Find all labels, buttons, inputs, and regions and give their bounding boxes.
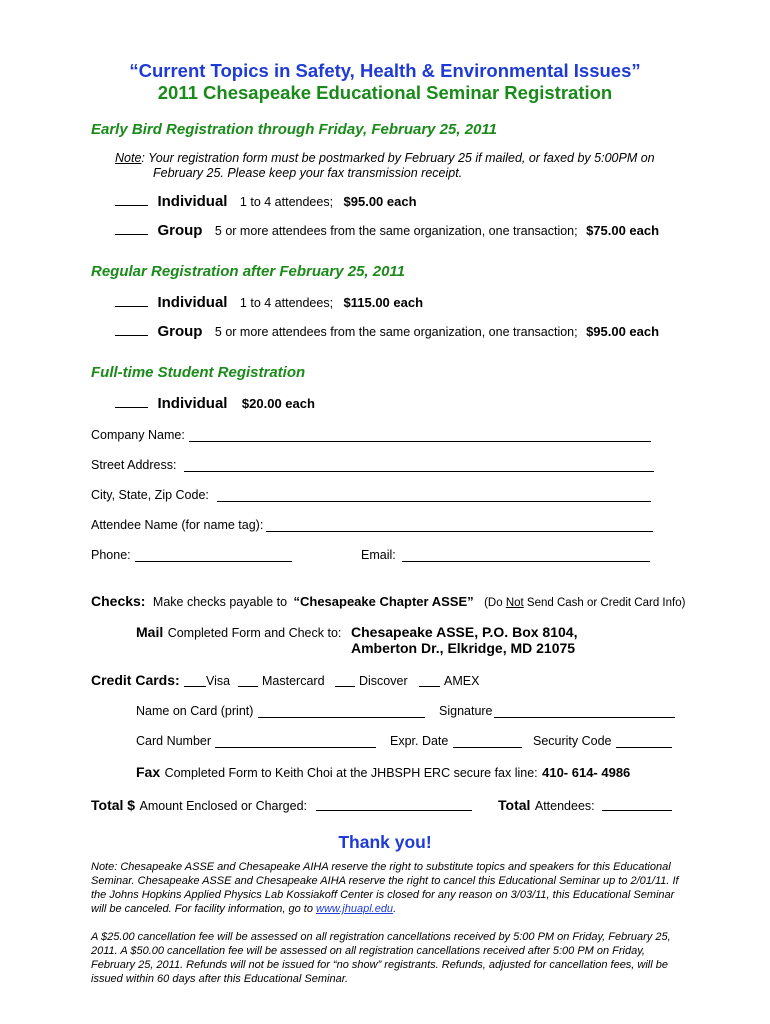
early-group-option <box>115 222 659 240</box>
fax-line <box>136 764 630 782</box>
card-number-label: Card Number <box>136 734 212 748</box>
title-line-2: 2011 Chesapeake Educational Seminar Registration <box>157 82 613 103</box>
card-number-field[interactable] <box>215 747 376 748</box>
early-bird-note-line-2: February 25. Please keep your fax transmission receipt. <box>153 166 463 180</box>
thank-you: Thank you! <box>338 832 432 852</box>
visa-label: Visa <box>206 674 231 688</box>
mail-label: Mail <box>136 624 164 640</box>
email-label: Email: <box>361 548 396 562</box>
phone-label: Phone: <box>91 548 131 562</box>
checks-text: Make checks payable to <box>152 595 288 609</box>
regular-group-price: $95.00 each <box>586 324 660 339</box>
title-line-1: “Current Topics in Safety, Health & Environmental Issues” <box>129 60 641 81</box>
total-attendees-text: Attendees: <box>534 799 595 813</box>
early-individual-desc: 1 to 4 attendees; <box>239 195 334 209</box>
signature-label: Signature <box>439 704 493 718</box>
regular-individual-desc: 1 to 4 attendees; <box>239 296 334 310</box>
mail-text: Completed Form and Check to: <box>167 626 342 640</box>
company-label: Company Name: <box>91 428 185 442</box>
footer-note-1-end: . <box>393 903 397 915</box>
note-label: Note <box>115 151 142 165</box>
student-individual-price: $20.00 each <box>241 396 315 411</box>
student-individual-label: Individual <box>157 395 228 412</box>
regular-group-option <box>115 323 659 341</box>
early-individual-blank[interactable] <box>115 193 148 206</box>
mastercard-blank[interactable] <box>238 686 258 687</box>
total-attendees-line <box>498 797 595 815</box>
early-individual-price: $95.00 each <box>343 194 417 209</box>
amex-label: AMEX <box>444 674 480 688</box>
note-text: : Your registration form must be postmarked by February 25 if mailed, or faxed by 5:00PM on <box>141 151 655 165</box>
regular-individual-price: $115.00 each <box>343 295 424 310</box>
early-individual-label: Individual <box>157 193 228 210</box>
mail-line <box>136 624 341 642</box>
attendee-name-label: Attendee Name (for name tag): <box>91 518 264 532</box>
city-state-zip-label: City, State, Zip Code: <box>91 488 209 502</box>
name-on-card-field[interactable] <box>258 717 425 718</box>
regular-group-desc: 5 or more attendees from the same organization, one transaction; <box>214 325 578 339</box>
checks-label: Checks: <box>91 593 146 609</box>
fax-label: Fax <box>136 764 161 780</box>
email-field[interactable] <box>402 561 650 562</box>
total-amount-text: Amount Enclosed or Charged: <box>139 799 307 813</box>
security-code-field[interactable] <box>616 747 672 748</box>
fax-text: Completed Form to Keith Choi at the JHBSPH ERC secure fax line: <box>164 766 538 780</box>
fax-number: 410- 614- 4986 <box>542 765 631 780</box>
regular-group-blank[interactable] <box>115 323 148 336</box>
student-individual-blank[interactable] <box>115 395 148 408</box>
regular-individual-blank[interactable] <box>115 294 148 307</box>
attendee-name-field[interactable] <box>266 531 653 532</box>
checks-note <box>484 597 685 609</box>
early-group-blank[interactable] <box>115 222 148 235</box>
footer-note-2: A $25.00 cancellation fee will be assessed on all registration cancellations received by 5:00 PM on Friday, February 25, 2011. A $50.00 cancellation fee will be assessed on all registration cancellations received after 5:00 PM on Friday, February 25, 2011. Refunds will not be issued for “no show” registrants. Refunds, adjusted for cancellation fees, will be issued within 60 days after this Educational Seminar. <box>91 931 671 985</box>
phone-field[interactable] <box>135 561 292 562</box>
discover-label: Discover <box>359 674 408 688</box>
student-heading: Full-time Student Registration <box>91 364 306 381</box>
city-state-zip-field[interactable] <box>217 501 651 502</box>
regular-group-label: Group <box>157 323 203 340</box>
checks-note-not: Not <box>505 597 524 609</box>
expr-date-field[interactable] <box>453 747 522 748</box>
total-amount-line <box>91 797 307 815</box>
jhuapl-link[interactable]: www.jhuapl.edu <box>316 903 394 915</box>
expr-date-label: Expr. Date <box>390 734 449 748</box>
footer-note-1 <box>91 860 681 916</box>
discover-blank[interactable] <box>335 686 355 687</box>
security-code-label: Security Code <box>533 734 612 748</box>
street-field[interactable] <box>184 471 654 472</box>
early-group-price: $75.00 each <box>586 223 660 238</box>
checks-note-post: Send Cash or Credit Card Info) <box>523 597 686 609</box>
street-label: Street Address: <box>91 458 177 472</box>
early-group-label: Group <box>157 222 203 239</box>
early-bird-note-line-1 <box>115 151 655 165</box>
regular-individual-label: Individual <box>157 294 228 311</box>
checks-note-pre: (Do <box>484 597 506 609</box>
early-group-desc: 5 or more attendees from the same organization, one transaction; <box>214 224 578 238</box>
mail-address-line-2: Amberton Dr., Elkridge, MD 21075 <box>351 640 576 656</box>
checks-line <box>91 593 685 611</box>
total-amount-label: Total $ <box>91 797 136 813</box>
checks-payee: “Chesapeake Chapter ASSE” <box>293 594 474 609</box>
signature-field[interactable] <box>494 717 675 718</box>
company-field[interactable] <box>189 441 651 442</box>
total-attendees-label: Total <box>498 797 531 813</box>
total-amount-field[interactable] <box>316 810 472 811</box>
early-bird-heading: Early Bird Registration through Friday, February 25, 2011 <box>91 121 497 138</box>
mastercard-label: Mastercard <box>262 674 325 688</box>
total-attendees-field[interactable] <box>602 810 672 811</box>
amex-blank[interactable] <box>419 686 440 687</box>
mail-address-line-1: Chesapeake ASSE, P.O. Box 8104, <box>351 624 578 640</box>
early-individual-option <box>115 193 417 211</box>
regular-individual-option <box>115 294 423 312</box>
visa-blank[interactable] <box>184 686 206 687</box>
student-individual-option <box>115 395 315 413</box>
footer-note-1-text: Note: Chesapeake ASSE and Chesapeake AIHA reserve the right to substitute topics and speakers for this Educational Seminar. Chesapeake ASSE and Chesapeake AIHA reserve the right to cancel this Educational Seminar up to 2/01/11. If the Johns Hopkins Applied Physics Lab Kossiakoff Center is closed for any reason on 3/03/11, this Educational Seminar will be canceled. For facility information, go to <box>91 861 679 915</box>
regular-heading: Regular Registration after February 25, 2011 <box>91 263 406 280</box>
name-on-card-label: Name on Card (print) <box>136 704 254 718</box>
credit-cards-label: Credit Cards: <box>91 672 180 688</box>
